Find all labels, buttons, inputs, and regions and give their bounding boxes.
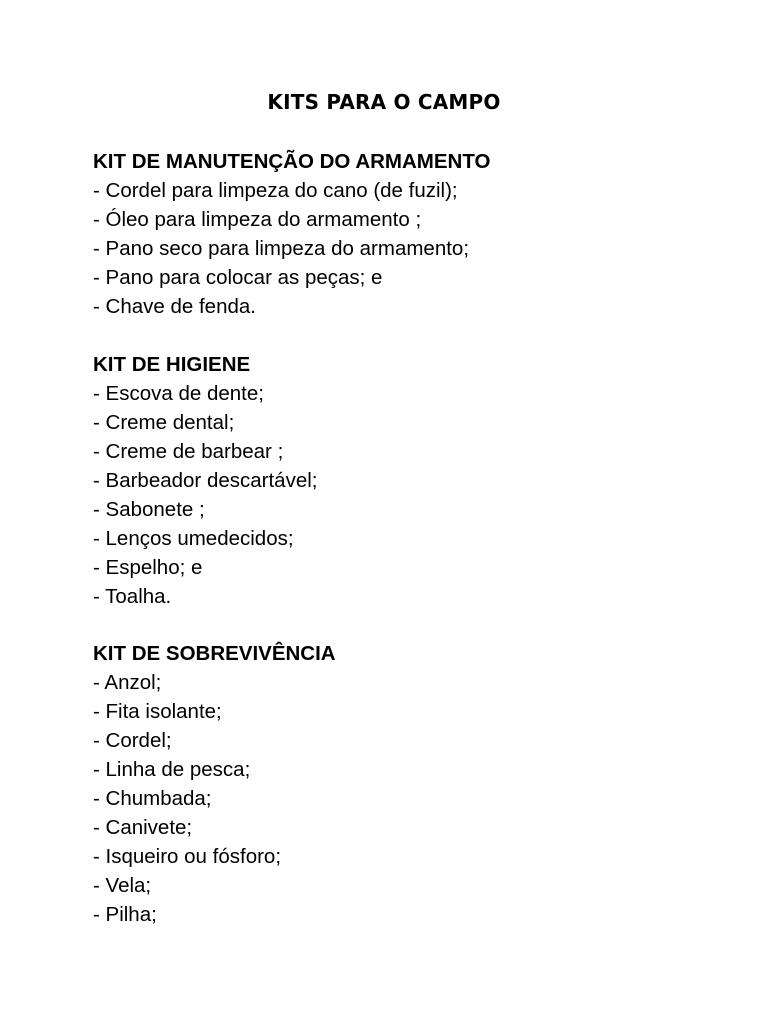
item-list [93, 379, 733, 611]
list-item: - Escova de dente; [93, 381, 264, 405]
list-item: - Creme de barbear ; [93, 439, 284, 463]
list-item: - Toalha. [93, 584, 172, 608]
section-heading: KIT DE HIGIENE [93, 352, 251, 376]
list-item: - Pano para colocar as peças; e [93, 266, 383, 289]
list-item: - Pilha; [93, 903, 157, 927]
list-item: - Linha de pesca; [93, 758, 251, 782]
list-item: - Anzol; [93, 671, 162, 695]
list-item: - Isqueiro ou fósforo; [93, 845, 282, 869]
item-list [93, 176, 733, 321]
list-item: - Cordel; [93, 729, 172, 753]
section-heading: KIT DE MANUTENÇÃO DO ARMAMENTO [93, 150, 491, 173]
list-item: - Creme dental; [93, 410, 235, 434]
item-list [93, 668, 733, 929]
list-item: - Espelho; e [93, 555, 203, 579]
list-item: - Sabonete ; [93, 497, 205, 521]
section-sobrevivencia [93, 639, 733, 929]
section-heading: KIT DE SOBREVIVÊNCIA [93, 642, 336, 666]
list-item: - Cordel para limpeza do cano (de fuzil); [93, 179, 458, 202]
section-manutencao-armamento [93, 147, 733, 321]
list-item: - Vela; [93, 874, 152, 898]
list-item: - Fita isolante; [93, 700, 222, 724]
list-item: - Pano seco para limpeza do armamento; [93, 237, 470, 260]
list-item: - Barbeador descartável; [93, 468, 318, 492]
list-item: - Óleo para limpeza do armamento ; [93, 208, 422, 231]
document-body [93, 147, 733, 958]
section-higiene [93, 350, 733, 611]
list-item: - Chave de fenda. [93, 295, 256, 318]
list-item: - Canivete; [93, 816, 193, 840]
list-item: - Lenços umedecidos; [93, 526, 294, 550]
document-title: KITS PARA O CAMPO [267, 90, 501, 114]
list-item: - Chumbada; [93, 787, 212, 811]
